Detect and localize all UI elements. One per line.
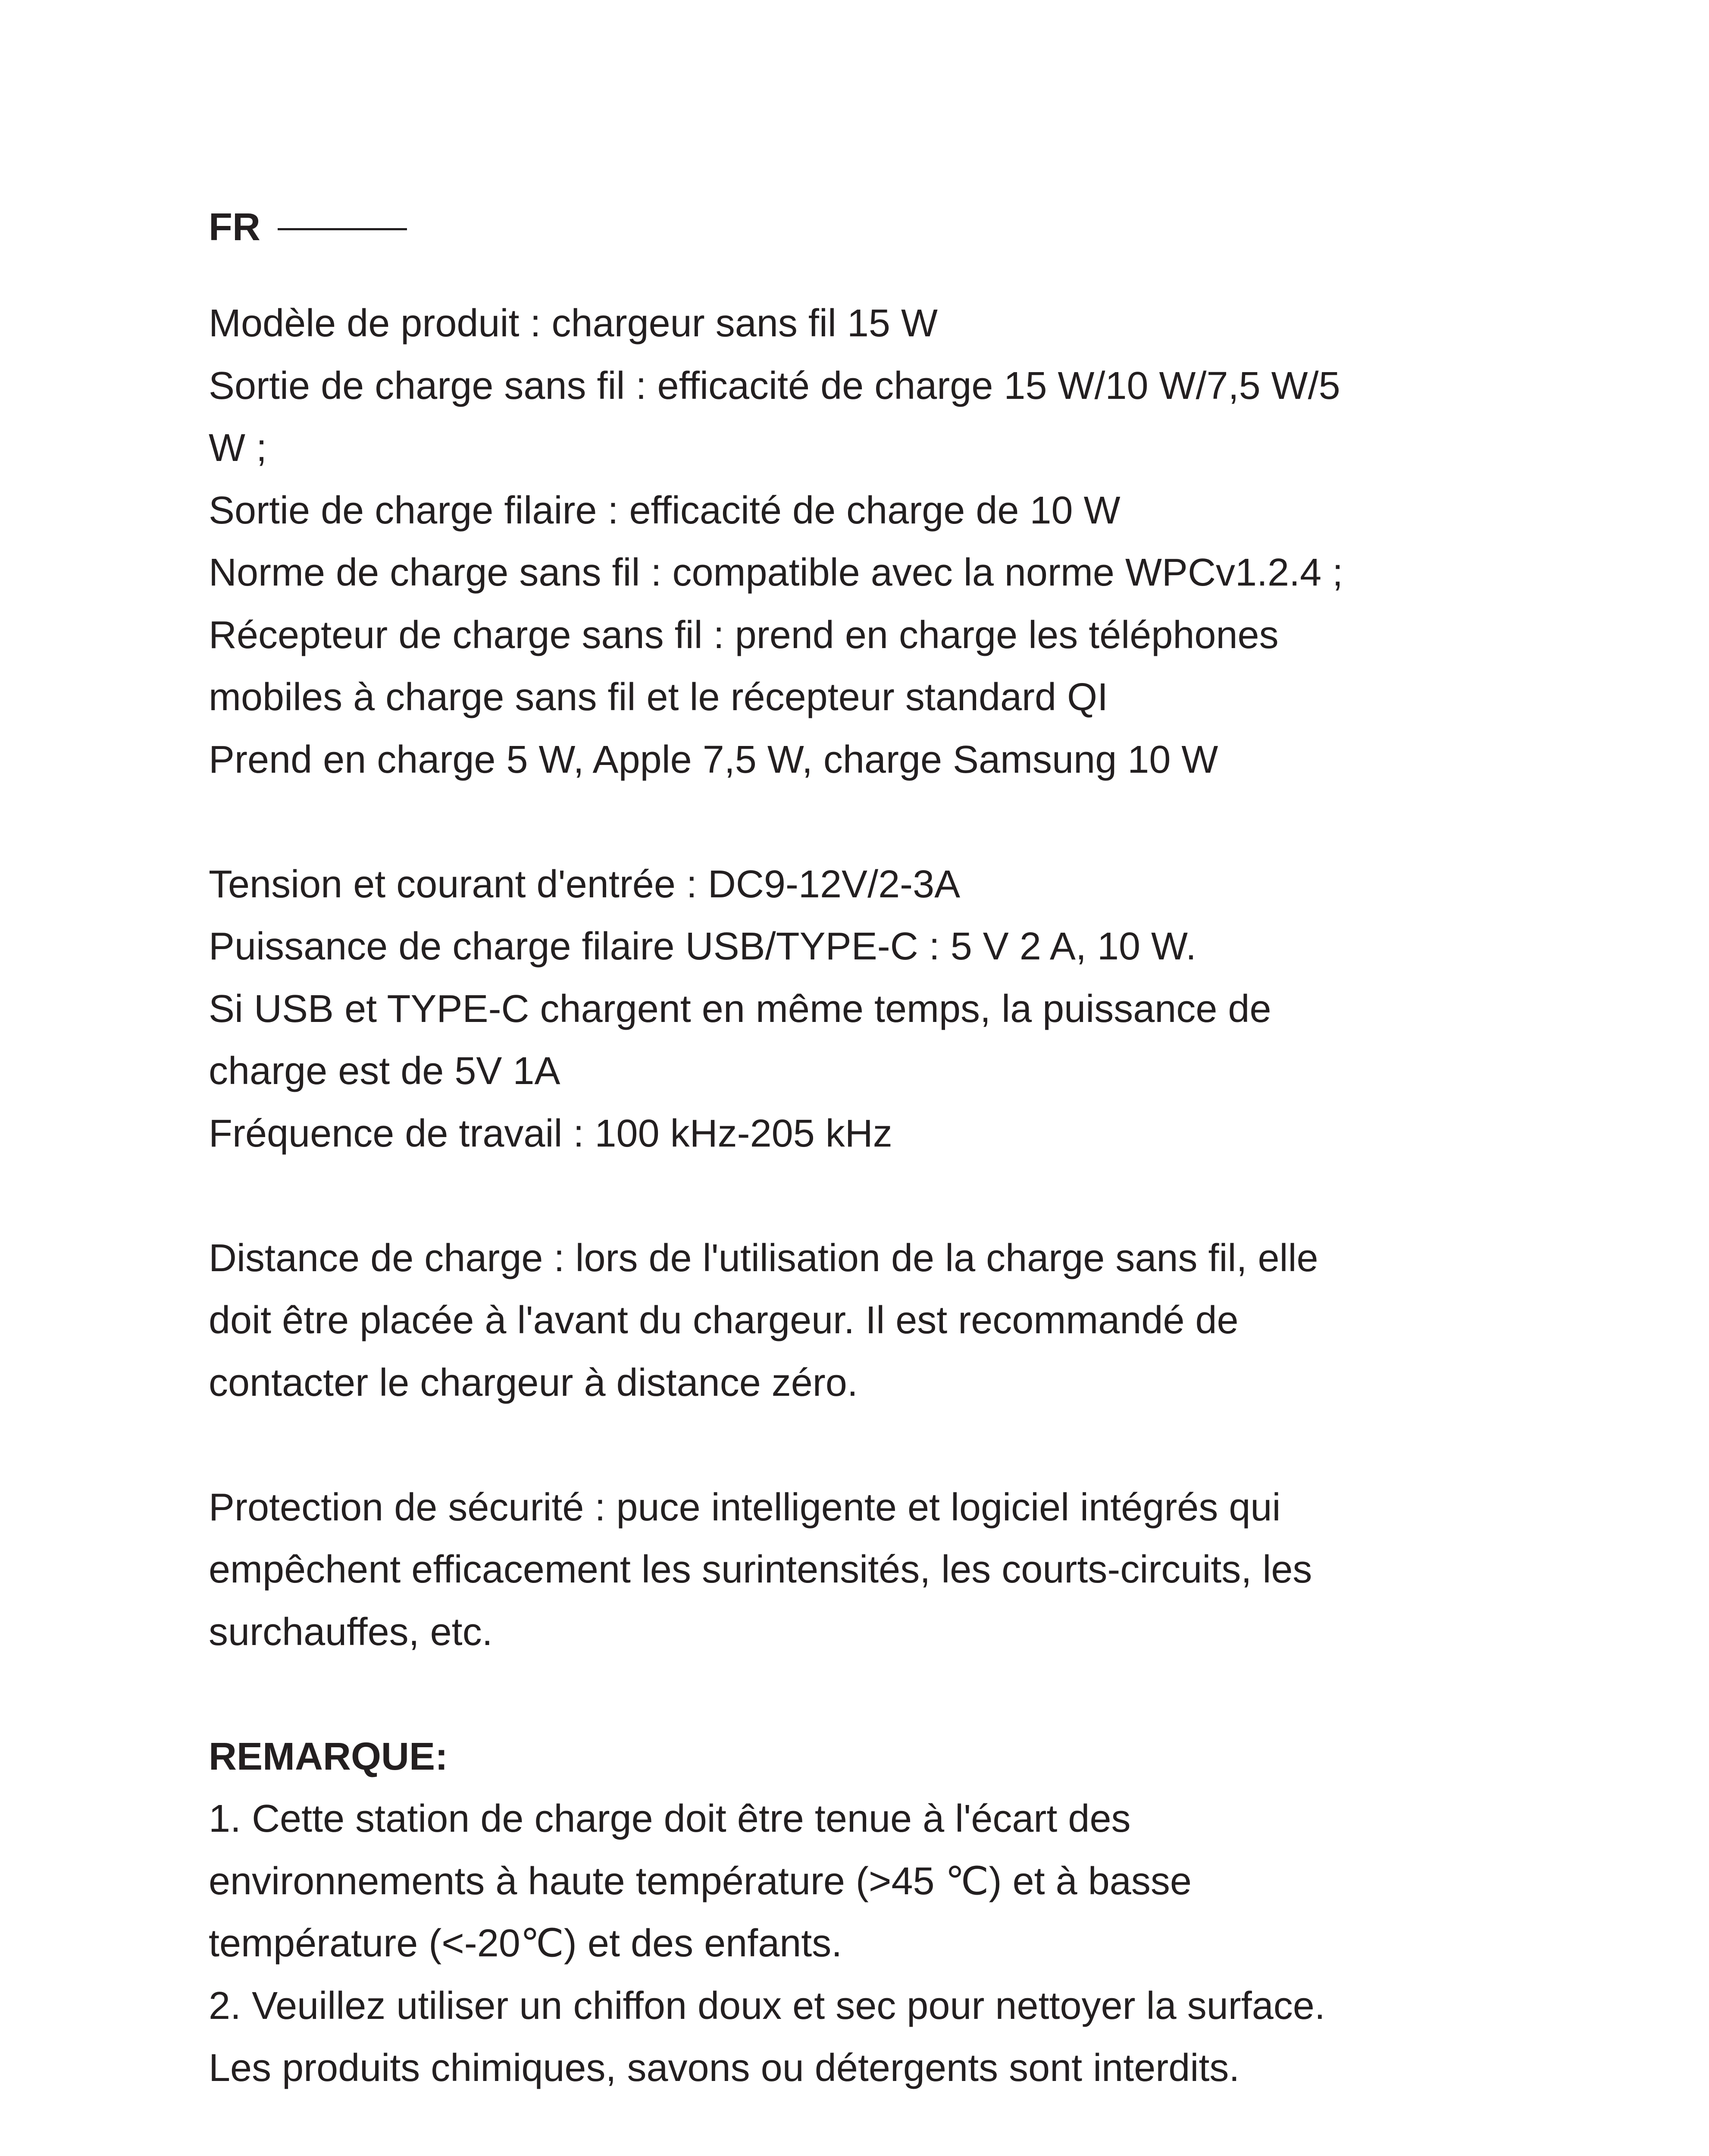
remark-item-line: 1. Cette station de charge doit être tenue à l'écart des	[209, 1797, 1131, 1840]
spec-supported-charging: Prend en charge 5 W, Apple 7,5 W, charge Samsung 10 W	[209, 738, 1218, 781]
charging-distance-line: doit être placée à l'avant du chargeur. Il est recommandé de	[209, 1299, 1239, 1342]
paragraph-gap	[209, 1663, 1485, 1726]
spec-wireless-receiver-cont: mobiles à charge sans fil et le récepteur standard QI	[209, 676, 1108, 719]
spec-simultaneous-charging-cont: charge est de 5V 1A	[209, 1050, 560, 1093]
remark-item-line: environnements à haute température (>45 ℃) et à basse	[209, 1859, 1192, 1903]
charging-distance-line: contacter le chargeur à distance zéro.	[209, 1361, 858, 1404]
spec-product-model: Modèle de produit : chargeur sans fil 15 W	[209, 302, 938, 345]
remark-item-line: température (<-20℃) et des enfants.	[209, 1922, 842, 1965]
spec-wireless-standard: Norme de charge sans fil : compatible avec la norme WPCv1.2.4 ;	[209, 551, 1343, 594]
document-body	[209, 292, 1485, 2100]
spec-wired-power: Puissance de charge filaire USB/TYPE-C : 5 V 2 A, 10 W.	[209, 925, 1197, 968]
remark-item-line: 2. Veuillez utiliser un chiffon doux et sec pour nettoyer la surface.	[209, 1984, 1325, 2028]
safety-protection-line: surchauffes, etc.	[209, 1610, 493, 1654]
spec-wireless-output-cont: W ;	[209, 426, 267, 470]
charging-distance-line: Distance de charge : lors de l'utilisation de la charge sans fil, elle	[209, 1236, 1318, 1280]
spec-input: Tension et courant d'entrée : DC9-12V/2-3A	[209, 862, 961, 906]
paragraph-gap	[209, 1165, 1485, 1227]
spec-wired-output: Sortie de charge filaire : efficacité de charge de 10 W	[209, 489, 1121, 532]
remark-heading: REMARQUE:	[209, 1735, 448, 1778]
spec-simultaneous-charging: Si USB et TYPE-C chargent en même temps, la puissance de	[209, 987, 1271, 1031]
paragraph-gap	[209, 791, 1485, 853]
language-code: FR	[209, 206, 260, 249]
safety-protection-line: Protection de sécurité : puce intelligente et logiciel intégrés qui	[209, 1485, 1281, 1529]
spec-wireless-receiver: Récepteur de charge sans fil : prend en charge les téléphones	[209, 613, 1279, 657]
safety-protection-line: empêchent efficacement les surintensités, les courts-circuits, les	[209, 1548, 1312, 1591]
spec-frequency: Fréquence de travail : 100 kHz-205 kHz	[209, 1112, 892, 1155]
section-header	[209, 195, 407, 260]
header-rule	[278, 228, 407, 230]
spec-wireless-output: Sortie de charge sans fil : efficacité de charge 15 W/10 W/7,5 W/5	[209, 364, 1340, 407]
remark-item-line: Les produits chimiques, savons ou détergents sont interdits.	[209, 2046, 1240, 2090]
paragraph-gap	[209, 1414, 1485, 1476]
